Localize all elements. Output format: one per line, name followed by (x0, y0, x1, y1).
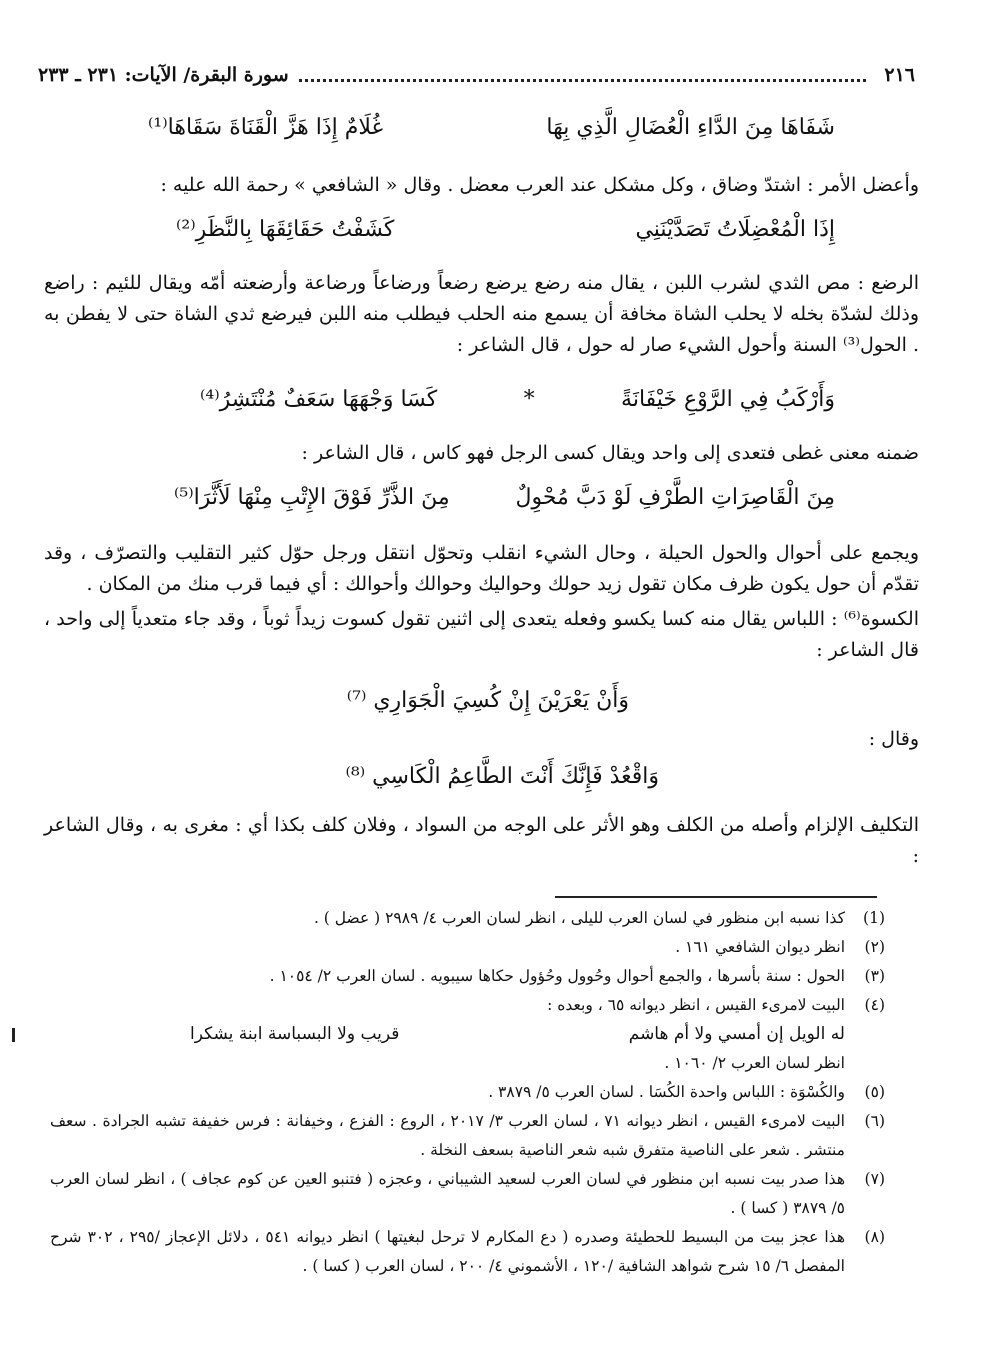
half-verse-1: وَأَنْ يَعْرَيْنَ إِنْ كُسِيَ الْجَوَارِي ⁽⁷⁾ (346, 688, 629, 713)
footnote-4-verse-second: قريب ولا البسباسة ابنة يشكرا (190, 1024, 400, 1044)
footnote-text: هذا عجز بيت من البسيط للحطيئة وصدره ( دع المكارم لا ترحل لبغيتها ) انظر ديوانه ٥٤١ ، دلائل الإعجاز /٢٩٥ ، ٣٠٢ شرح المفصل ٦/ ١٥ شرح شواهد الشافية /١٢٠ ، الأشموني ٤/ ٢٠٠ ، لسان العرب ( كسا ) . (50, 1228, 845, 1275)
verse-3-star: * (523, 387, 535, 412)
wa-qal-line: وقال : (868, 728, 919, 750)
footnote-number: (٦) (864, 1112, 885, 1130)
paragraph-adal: وأعضل الأمر : اشتدّ وضاق ، وكل مشكل عند العرب معضل . وقال « الشافعي » رحمة الله عليه : (160, 174, 919, 196)
verse-4-first-hemistich: مِنَ الْقَاصِرَاتِ الطَّرْفِ لَوْ دَبَّ مُحْوِلٌ (515, 485, 835, 510)
footnote-separator (555, 896, 877, 898)
half-verse-2: وَاقْعُدْ فَإِنَّكَ أَنْتَ الطَّاعِمُ الْكَاسِي ⁽⁸⁾ (345, 764, 659, 789)
footnote-text: هذا صدر بيت نسبه ابن منظور في لسان العرب لسعيد الشيباني ، وعجزه ( فتنبو العين عن كوم عجاف ) ، انظر لسان العرب ٥/ ٣٨٧٩ ( كسا ) . (50, 1170, 845, 1217)
verse-1-second-hemistich: غُلَامٌ إِذَا هَزَّ الْقَنَاةَ سَقَاهَا⁽¹⁾ (148, 115, 384, 140)
paragraph-ahwal: ويجمع على أحوال والحول الحيلة ، وحال الشيء انقلب وتحوّل انتقل ورجل حوّل كثير التقليب والتصرّف ، وقد تقدّم أن حول يكون ظرف مكان تقول زيد حولك وحواليك وحوالك وأحوالك : أي فيما قرب منك من المكان . (44, 542, 919, 595)
footnote-text: انظر ديوان الشافعي ١٦١ . (675, 938, 845, 956)
verse-2 (176, 214, 835, 246)
page-number: ٢١٦ (884, 64, 915, 86)
footnote-text: البيت لامرىء القيس ، انظر ديوانه ٦٥ ، وبعده : (547, 996, 845, 1014)
footnote-number: (٣) (864, 967, 885, 985)
margin-mark (12, 1028, 15, 1042)
footnote-number: (٥) (864, 1083, 885, 1101)
footnote (50, 904, 885, 933)
footnote-text: الحول : سنة بأسرها ، والجمع أحوال وحُوول وحُؤول حكاها سيبويه . لسان العرب ٢/ ١٠٥٤ . (269, 967, 845, 985)
verse-3 (200, 384, 835, 416)
paragraph-taklif: التكليف الإلزام وأصله من الكلف وهو الأثر على الوجه من السواد ، وفلان كلف بكذا أي : مغرى به ، وقال الشاعر : (44, 814, 919, 867)
footnote-number: (٤) (864, 996, 885, 1014)
footnote-number: (٢) (864, 938, 885, 956)
verse-1-first-hemistich: شَفَاهَا مِنَ الدَّاءِ الْعُضَالِ الَّذِي بِهَا (546, 115, 835, 140)
footnote-4-verse-first: له الويل إن أمسي ولا أم هاشم (628, 1024, 845, 1044)
footnote-number: (٧) (864, 1170, 885, 1188)
footnote-text: كذا نسبه ابن منظور في لسان العرب لليلى ، انظر لسان العرب ٤/ ٢٩٨٩ ( عضل ) . (313, 909, 845, 927)
footnote-number: (٨) (864, 1228, 885, 1246)
footnote-text: البيت لامرىء القيس ، انظر ديوانه ٧١ ، لسان العرب ٣/ ٢٠١٧ ، الروع : الفزع ، وخيفانة : فرس خفيفة تشبه الجرادة . سعف منتشر . شعر على الناصية متفرق شبه شعر الناصية بسعف النخلة . (50, 1112, 845, 1159)
verse-4-second-hemistich: مِنَ الذَّرِّ فَوْقَ الإِتْبِ مِنْهَا لَأَثَّرَا⁽⁵⁾ (174, 485, 450, 510)
footnote-text: والكُسْوَة : اللباس واحدة الكُسَا . لسان العرب ٥/ ٣٨٧٩ . (488, 1083, 845, 1101)
footnote (50, 1078, 885, 1107)
paragraph-kasa: ضمنه معنى غطى فتعدى إلى واحد ويقال كسى الرجل فهو كاس ، قال الشاعر : (301, 442, 919, 464)
page-header (38, 62, 915, 88)
running-title: سورة البقرة/ الآيات: ٢٣١ ـ ٢٣٣ (38, 64, 289, 86)
footnote (50, 1107, 885, 1165)
verse-2-first-hemistich: إِذَا الْمُعْضِلَاتُ تَصَدَّيْنَنِي (635, 217, 835, 242)
verse-4 (174, 482, 835, 514)
paragraph-kiswa: الكسوة⁽⁶⁾ : اللباس يقال منه كسا يكسو وفعله يتعدى إلى اثنين تقول كسوت زيداً ثوباً ، وقد جاء متعدياً إلى واحد ، قال الشاعر : (44, 608, 919, 661)
footnote (50, 1223, 885, 1281)
footnote (50, 962, 885, 991)
verse-3-first-hemistich: وَأَرْكَبُ فِي الرَّوْعِ خَيْفَانَةً (621, 387, 835, 412)
footnote-4-verse (190, 1020, 845, 1049)
verse-1 (148, 112, 835, 144)
footnote (50, 933, 885, 962)
footnote-number: (1) (863, 909, 885, 927)
footnote-4-reference: انظر لسان العرب ٢/ ١٠٦٠ . (664, 1054, 845, 1072)
footnote (50, 991, 885, 1020)
footnote (50, 1165, 885, 1223)
verse-3-second-hemistich: كَسَا وَجْهَهَا سَعَفٌ مُنْتَشِرُ⁽⁴⁾ (200, 387, 438, 412)
paragraph-rada: الرضع : مص الثدي لشرب اللبن ، يقال منه رضع يرضع رضعاً ورضاعاً ورضاعة وأرضعته أمّه ويقال للئيم : راضع وذلك لشدّة بخله لا يحلب الشاة مخافة أن يسمع منه الحلب فيطلب منه اللبن فيرضع ثدي الشاة حتى لا يفطن به . الحول⁽³⁾ السنة وأحول الشيء صار له حول ، قال الشاعر : (44, 272, 919, 356)
footnotes (50, 904, 885, 1281)
header-dotted-leader (299, 69, 867, 82)
verse-2-second-hemistich: كَشَفْتُ حَقَائِقَهَا بِالنَّظَرِ⁽²⁾ (176, 217, 395, 242)
